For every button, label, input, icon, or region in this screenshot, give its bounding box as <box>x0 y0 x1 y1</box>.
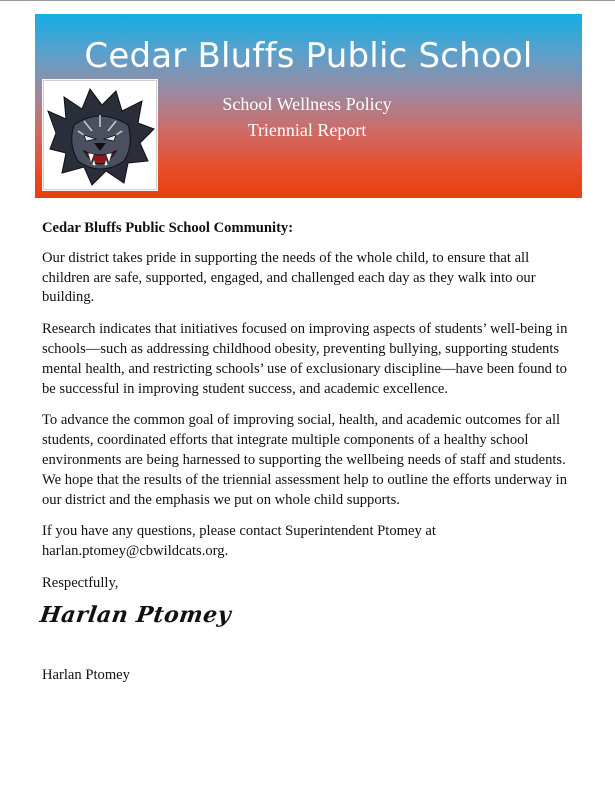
letter-closing: Respectfully, <box>42 574 119 591</box>
letter-paragraph: To advance the common goal of improving social, health, and academic outcomes for all students, coordinated efforts that integrate multiple components of a healthy school environments are being harnessed to supporting the wellbeing needs of staff and students. We hope that the results of the triennial assessment help to outline the efforts underway in our district and the emphasis we put on whole child supports. <box>42 412 568 508</box>
page-top-border <box>0 0 615 1</box>
wildcat-mascot-icon <box>43 80 157 190</box>
signer-name: Harlan Ptomey <box>42 666 130 683</box>
letter-paragraph: Research indicates that initiatives focused on improving aspects of students’ well-being in schools—such as addressing childhood obesity, preventing bullying, supporting students mental health, and restricting schools’ use of exclusionary discipline—have been found to be successful in improving student success, and academic excellence. <box>42 321 568 397</box>
handwritten-signature: Harlan Ptomey <box>38 601 233 628</box>
school-title: Cedar Bluffs Public School <box>84 36 533 76</box>
report-subtitle-line1: School Wellness Policy <box>222 94 392 114</box>
header-banner <box>35 14 582 198</box>
contact-paragraph: If you have any questions, please contact Superintendent Ptomey at harlan.ptomey@cbwildcats.org. <box>42 523 436 560</box>
letter-body <box>38 219 578 698</box>
signature-block <box>38 601 578 654</box>
letter-paragraph: Our district takes pride in supporting the needs of the whole child, to ensure that all children are safe, supported, engaged, and challenged each day as they walk into our building. <box>42 249 536 306</box>
letter-greeting: Cedar Bluffs Public School Community: <box>42 220 294 236</box>
report-subtitle-line2: Triennial Report <box>247 120 367 140</box>
